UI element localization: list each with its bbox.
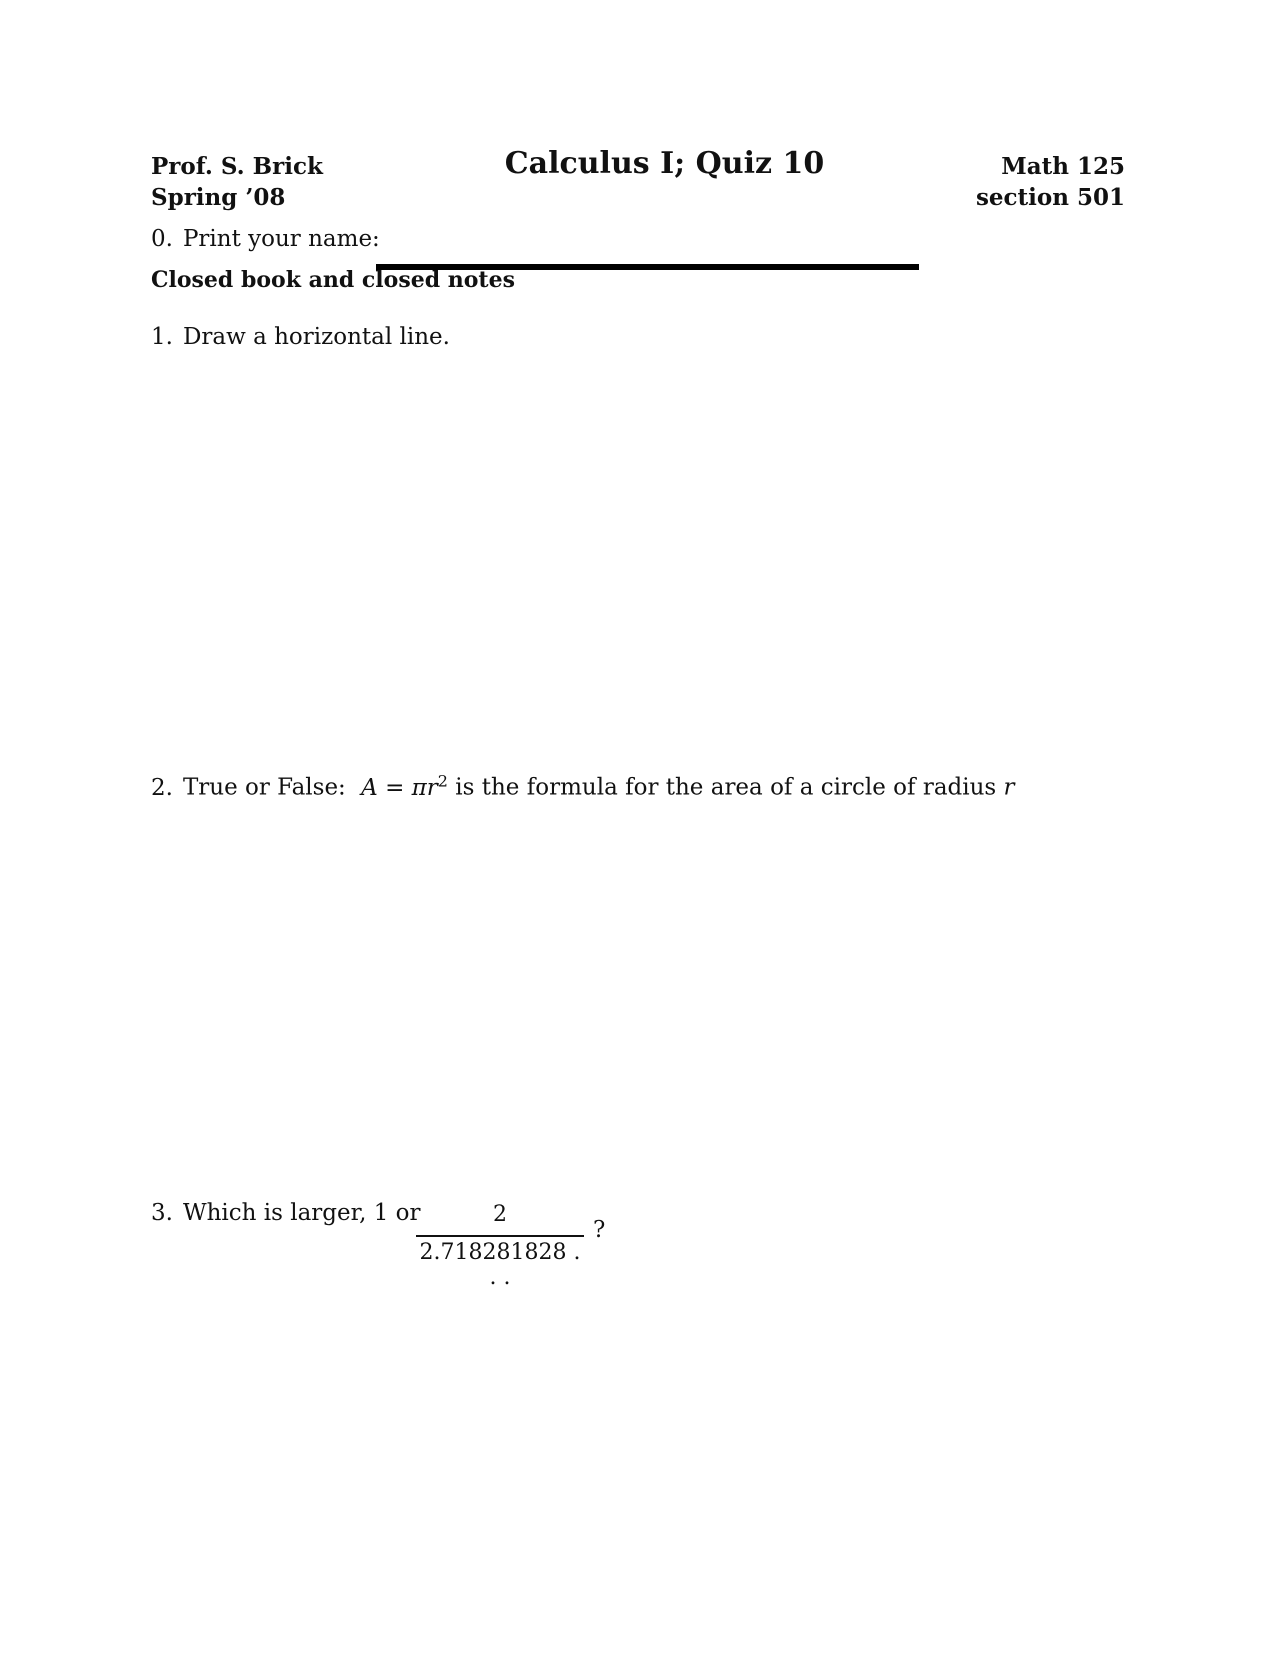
radius-variable: r xyxy=(1003,774,1015,801)
course-number: Math 125 xyxy=(1001,153,1125,180)
question-text: Print your name: xyxy=(182,226,380,252)
formula xyxy=(361,771,455,801)
instructor-name: Prof. S. Brick xyxy=(151,153,323,180)
header-right xyxy=(976,151,1125,213)
question-text: Draw a horizontal line. xyxy=(182,324,450,350)
question-3 xyxy=(151,1200,421,1226)
term: Spring ’08 xyxy=(151,184,286,211)
question-number: 2. xyxy=(151,774,173,801)
question-number: 3. xyxy=(151,1200,173,1226)
closed-book-note: Closed book and closed notes xyxy=(151,267,515,293)
course-section: section 501 xyxy=(975,184,1125,211)
formula-pi: π xyxy=(411,774,427,801)
formula-equals: = xyxy=(385,774,405,801)
formula-exponent: 2 xyxy=(437,771,448,790)
question-text: Which is larger, 1 or xyxy=(182,1200,421,1226)
question-number: 1. xyxy=(151,324,173,350)
question-number: 0. xyxy=(151,226,173,252)
formula-lhs: A xyxy=(361,774,378,801)
question-prefix: True or False: xyxy=(182,774,346,801)
question-mark: ? xyxy=(593,1217,606,1243)
fraction-denominator: 2.718281828 . . . xyxy=(419,1240,581,1290)
question-0 xyxy=(151,226,380,252)
question-suffix: is the formula for the area of a circle of radius xyxy=(455,774,997,801)
quiz-title: Calculus I; Quiz 10 xyxy=(504,146,825,181)
formula-r: r xyxy=(426,774,438,801)
fraction-numerator: 2 xyxy=(493,1202,507,1227)
fraction-bar xyxy=(416,1235,584,1237)
question-2 xyxy=(151,771,1015,801)
question-1 xyxy=(151,324,450,350)
